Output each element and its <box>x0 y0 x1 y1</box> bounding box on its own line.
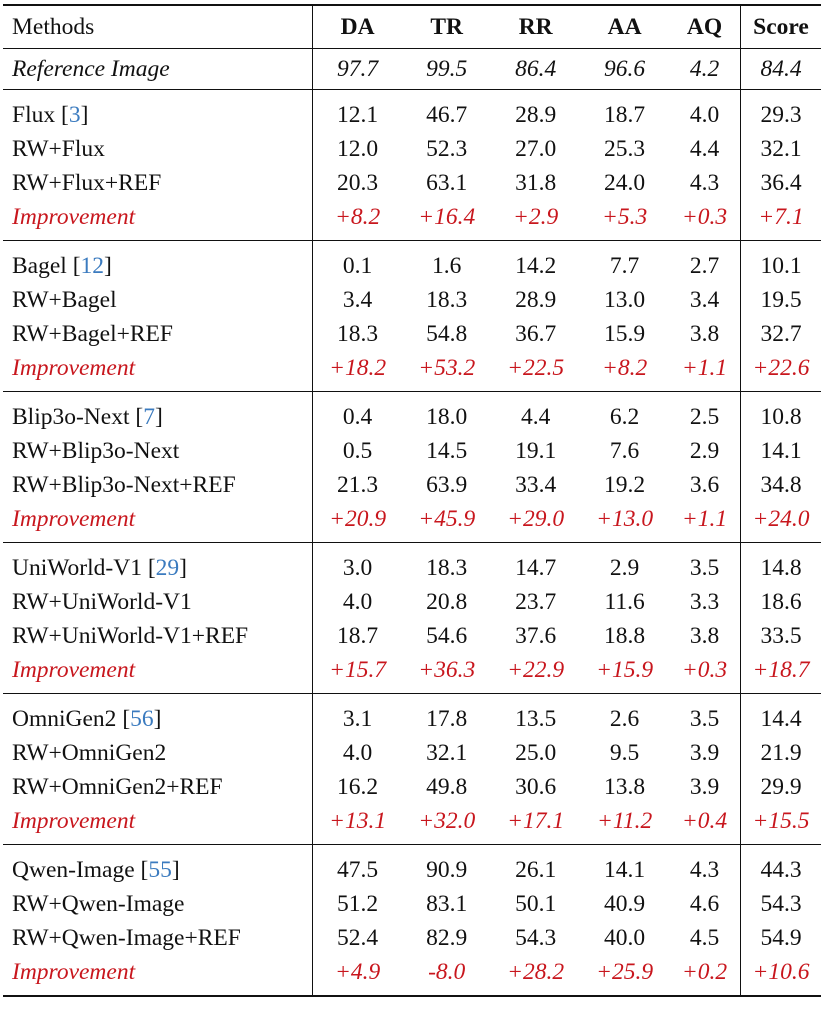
value-aq: 3.9 <box>689 774 720 800</box>
value-score: 14.4 <box>741 694 822 737</box>
reference-aa: 96.6 <box>580 49 669 90</box>
value-rr: 33.4 <box>515 472 557 498</box>
value-aq: 3.4 <box>689 287 720 313</box>
value-aq: +0.3 <box>681 204 728 230</box>
value-tr: 46.7 <box>402 90 491 133</box>
value-tr: 83.1 <box>426 891 468 917</box>
method-name: RW+Qwen-Image <box>12 891 185 917</box>
value-da: 18.7 <box>337 623 379 649</box>
citation-link[interactable]: 12 <box>80 253 105 279</box>
value-score: 14.1 <box>741 434 822 468</box>
value-da: 52.4 <box>337 925 379 951</box>
value-aa: 40.0 <box>604 925 646 951</box>
value-score: 10.8 <box>741 392 822 435</box>
value-rr: 14.2 <box>491 241 580 284</box>
value-tr: 63.1 <box>426 170 468 196</box>
value-tr: +45.9 <box>418 506 476 532</box>
value-tr: 18.3 <box>402 543 491 586</box>
value-da: 18.3 <box>337 321 379 347</box>
table-row <box>3 694 821 737</box>
value-aa: +25.9 <box>596 959 654 985</box>
value-aa: 11.6 <box>604 589 645 615</box>
method-name: RW+OmniGen2 <box>12 740 167 766</box>
method-name: RW+UniWorld-V1 <box>12 589 192 615</box>
value-score: 19.5 <box>741 283 822 317</box>
value-tr: 52.3 <box>426 136 468 162</box>
table-row <box>3 166 821 200</box>
improvement-label: Improvement <box>12 204 136 230</box>
citation-link[interactable]: 29 <box>155 555 180 581</box>
value-da: +13.1 <box>329 808 387 834</box>
value-rr: +22.9 <box>507 657 565 683</box>
value-aa: 40.9 <box>604 891 646 917</box>
reference-row <box>3 49 821 90</box>
value-tr: 1.6 <box>402 241 491 284</box>
table-row <box>3 317 821 351</box>
value-tr: 14.5 <box>426 438 468 464</box>
value-tr: 18.3 <box>426 287 468 313</box>
value-score: 29.9 <box>741 770 822 804</box>
table-row <box>3 468 821 502</box>
value-tr: 54.6 <box>426 623 468 649</box>
value-aa: 25.3 <box>604 136 646 162</box>
method-name-cell <box>3 434 313 468</box>
table-row <box>3 619 821 653</box>
improvement-row <box>3 955 821 996</box>
value-aa: 9.5 <box>609 740 640 766</box>
method-name: RW+Blip3o-Next+REF <box>12 472 236 498</box>
method-name-cell <box>3 200 313 241</box>
method-name-cell: Blip3o-Next [7] <box>3 392 313 435</box>
value-score: +10.6 <box>741 955 822 996</box>
value-aa: +15.9 <box>596 657 654 683</box>
method-name-cell <box>3 317 313 351</box>
method-name: Bagel <box>12 253 67 279</box>
value-da: 21.3 <box>337 472 379 498</box>
value-da: 16.2 <box>337 774 379 800</box>
value-da: 12.1 <box>313 90 403 133</box>
value-aa: +5.3 <box>602 204 648 230</box>
value-aq: 4.6 <box>689 891 720 917</box>
table-row <box>3 90 821 133</box>
value-da: 0.5 <box>342 438 373 464</box>
value-score: 32.7 <box>741 317 822 351</box>
method-name-cell <box>3 351 313 392</box>
value-score: +18.7 <box>741 653 822 694</box>
method-name-cell <box>3 955 313 996</box>
method-name-cell <box>3 736 313 770</box>
value-score: 44.3 <box>741 845 822 888</box>
value-da: 3.4 <box>342 287 373 313</box>
table-row <box>3 921 821 955</box>
method-name-cell <box>3 502 313 543</box>
reference-label: Reference Image <box>3 49 313 90</box>
value-aq: +1.1 <box>681 506 728 532</box>
method-name-cell <box>3 653 313 694</box>
reference-rr: 86.4 <box>491 49 580 90</box>
reference-aq: 4.2 <box>669 49 740 90</box>
header-row <box>3 5 821 49</box>
header-da: DA <box>340 14 375 40</box>
value-da: +18.2 <box>329 355 387 381</box>
method-name: OmniGen2 <box>12 706 117 732</box>
value-da: 0.4 <box>313 392 403 435</box>
value-aa: 24.0 <box>604 170 646 196</box>
value-aa: 18.8 <box>604 623 646 649</box>
citation-link[interactable]: 55 <box>148 857 172 883</box>
value-aq: 3.8 <box>689 623 720 649</box>
value-aa: 18.7 <box>580 90 669 133</box>
improvement-label: Improvement <box>12 355 136 381</box>
value-rr: 31.8 <box>515 170 557 196</box>
value-da: 20.3 <box>337 170 379 196</box>
value-score: 14.8 <box>741 543 822 586</box>
value-rr: +22.5 <box>507 355 565 381</box>
value-rr: 4.4 <box>491 392 580 435</box>
value-aq: +0.3 <box>681 657 728 683</box>
value-score: +7.1 <box>741 200 822 241</box>
value-rr: +28.2 <box>507 959 565 985</box>
value-rr: 30.6 <box>515 774 557 800</box>
value-aa: 13.8 <box>604 774 646 800</box>
table-row <box>3 770 821 804</box>
method-name-cell <box>3 132 313 166</box>
reference-tr: 99.5 <box>402 49 491 90</box>
value-tr: +36.3 <box>418 657 476 683</box>
header-tr: TR <box>430 14 464 40</box>
method-name-cell <box>3 166 313 200</box>
value-tr: 82.9 <box>426 925 468 951</box>
value-da: 3.0 <box>313 543 403 586</box>
header-rr: RR <box>518 14 553 40</box>
value-aq: 4.3 <box>669 845 740 888</box>
value-aq: 3.5 <box>669 543 740 586</box>
table-row <box>3 585 821 619</box>
method-name-cell <box>3 887 313 921</box>
value-da: +8.2 <box>335 204 381 230</box>
improvement-row <box>3 653 821 694</box>
value-aq: 3.8 <box>689 321 720 347</box>
value-tr: 63.9 <box>426 472 468 498</box>
value-tr: 32.1 <box>426 740 468 766</box>
value-aq: 3.3 <box>689 589 720 615</box>
table-row <box>3 283 821 317</box>
value-rr: 14.7 <box>491 543 580 586</box>
value-score: 18.6 <box>741 585 822 619</box>
value-aq: 3.9 <box>689 740 720 766</box>
value-score: +24.0 <box>741 502 822 543</box>
table-row <box>3 434 821 468</box>
value-aq: 2.7 <box>669 241 740 284</box>
value-rr: 25.0 <box>515 740 557 766</box>
value-aa: 7.7 <box>580 241 669 284</box>
value-score: 33.5 <box>741 619 822 653</box>
value-aa: +8.2 <box>602 355 648 381</box>
table-row <box>3 543 821 586</box>
improvement-row <box>3 351 821 392</box>
value-rr: 26.1 <box>491 845 580 888</box>
citation-link[interactable]: 7 <box>143 404 155 430</box>
method-name: RW+Qwen-Image+REF <box>12 925 241 951</box>
value-rr: 19.1 <box>515 438 557 464</box>
value-aa: 7.6 <box>609 438 640 464</box>
citation-link[interactable]: 56 <box>130 706 154 732</box>
method-name-cell <box>3 804 313 845</box>
results-table <box>3 4 821 997</box>
value-score: 34.8 <box>741 468 822 502</box>
header-aa: AA <box>607 14 642 40</box>
value-da: +15.7 <box>329 657 387 683</box>
value-aa: 14.1 <box>580 845 669 888</box>
value-da: 51.2 <box>337 891 379 917</box>
method-name: UniWorld-V1 <box>12 555 142 581</box>
method-name-cell <box>3 619 313 653</box>
method-name: RW+Flux <box>12 136 105 162</box>
method-name: RW+UniWorld-V1+REF <box>12 623 249 649</box>
method-name: Qwen-Image <box>12 857 135 883</box>
value-score: 21.9 <box>741 736 822 770</box>
value-score: 32.1 <box>741 132 822 166</box>
value-aa: 19.2 <box>604 472 646 498</box>
method-name-cell: Bagel [12] <box>3 241 313 284</box>
method-name: RW+Bagel+REF <box>12 321 173 347</box>
value-tr: +16.4 <box>418 204 476 230</box>
value-aq: +0.2 <box>681 959 728 985</box>
value-da: 12.0 <box>337 136 379 162</box>
improvement-row <box>3 502 821 543</box>
table-row <box>3 736 821 770</box>
value-aq: 4.4 <box>689 136 720 162</box>
value-aa: 13.0 <box>604 287 646 313</box>
value-rr: 13.5 <box>491 694 580 737</box>
value-rr: 28.9 <box>515 287 557 313</box>
value-tr: -8.0 <box>428 959 466 985</box>
citation-link[interactable]: 3 <box>68 102 81 128</box>
table-row <box>3 392 821 435</box>
improvement-label: Improvement <box>12 657 136 683</box>
method-name-cell: OmniGen2 [56] <box>3 694 313 737</box>
reference-score: 84.4 <box>741 49 822 90</box>
value-da: +20.9 <box>329 506 387 532</box>
table-row <box>3 241 821 284</box>
value-score: +22.6 <box>741 351 822 392</box>
header-methods: Methods <box>3 5 313 49</box>
method-name: RW+Flux+REF <box>12 170 162 196</box>
value-rr: +2.9 <box>513 204 559 230</box>
value-rr: +17.1 <box>507 808 565 834</box>
value-rr: +29.0 <box>507 506 565 532</box>
improvement-label: Improvement <box>12 808 136 834</box>
value-rr: 27.0 <box>515 136 557 162</box>
value-rr: 50.1 <box>515 891 557 917</box>
value-da: 0.1 <box>313 241 403 284</box>
improvement-row <box>3 200 821 241</box>
value-aa: +11.2 <box>596 808 653 834</box>
value-score: 10.1 <box>741 241 822 284</box>
value-aq: 2.9 <box>689 438 720 464</box>
value-aa: 15.9 <box>604 321 646 347</box>
value-score: 36.4 <box>741 166 822 200</box>
method-name-cell <box>3 283 313 317</box>
value-tr: 18.0 <box>402 392 491 435</box>
method-name-cell: Qwen-Image [55] <box>3 845 313 888</box>
method-name: RW+OmniGen2+REF <box>12 774 223 800</box>
value-aq: +1.1 <box>681 355 728 381</box>
value-aq: 4.5 <box>689 925 720 951</box>
table-row <box>3 887 821 921</box>
value-rr: 54.3 <box>515 925 557 951</box>
value-da: 3.1 <box>313 694 403 737</box>
value-score: 29.3 <box>741 90 822 133</box>
value-aa: +13.0 <box>596 506 654 532</box>
value-tr: 90.9 <box>402 845 491 888</box>
value-aq: +0.4 <box>681 808 728 834</box>
value-aq: 4.3 <box>689 170 720 196</box>
header-score: Score <box>741 5 822 49</box>
improvement-row <box>3 804 821 845</box>
value-score: 54.9 <box>741 921 822 955</box>
value-rr: 28.9 <box>491 90 580 133</box>
value-rr: 36.7 <box>515 321 557 347</box>
header-aq: AQ <box>686 14 723 40</box>
method-name-cell: UniWorld-V1 [29] <box>3 543 313 586</box>
value-rr: 37.6 <box>515 623 557 649</box>
method-name-cell <box>3 921 313 955</box>
value-rr: 23.7 <box>515 589 557 615</box>
reference-da: 97.7 <box>313 49 403 90</box>
method-name-cell: Flux [3] <box>3 90 313 133</box>
value-tr: 17.8 <box>402 694 491 737</box>
value-aa: 2.6 <box>580 694 669 737</box>
value-aq: 2.5 <box>669 392 740 435</box>
value-aa: 6.2 <box>580 392 669 435</box>
value-aq: 3.6 <box>689 472 720 498</box>
method-name-cell <box>3 585 313 619</box>
method-name: RW+Blip3o-Next <box>12 438 180 464</box>
value-da: 4.0 <box>342 589 373 615</box>
method-name: Flux <box>12 102 56 128</box>
value-da: +4.9 <box>335 959 381 985</box>
value-tr: 54.8 <box>426 321 468 347</box>
value-score: +15.5 <box>741 804 822 845</box>
value-aq: 4.0 <box>669 90 740 133</box>
value-da: 47.5 <box>313 845 403 888</box>
value-tr: +53.2 <box>418 355 476 381</box>
value-tr: 49.8 <box>426 774 468 800</box>
method-name: RW+Bagel <box>12 287 117 313</box>
value-aa: 2.9 <box>580 543 669 586</box>
value-tr: 20.8 <box>426 589 468 615</box>
value-aq: 3.5 <box>669 694 740 737</box>
table-row <box>3 132 821 166</box>
table-row <box>3 845 821 888</box>
method-name-cell <box>3 770 313 804</box>
value-tr: +32.0 <box>418 808 476 834</box>
method-name: Blip3o-Next <box>12 404 130 430</box>
improvement-label: Improvement <box>12 959 136 985</box>
value-da: 4.0 <box>342 740 373 766</box>
method-name-cell <box>3 468 313 502</box>
value-score: 54.3 <box>741 887 822 921</box>
improvement-label: Improvement <box>12 506 136 532</box>
